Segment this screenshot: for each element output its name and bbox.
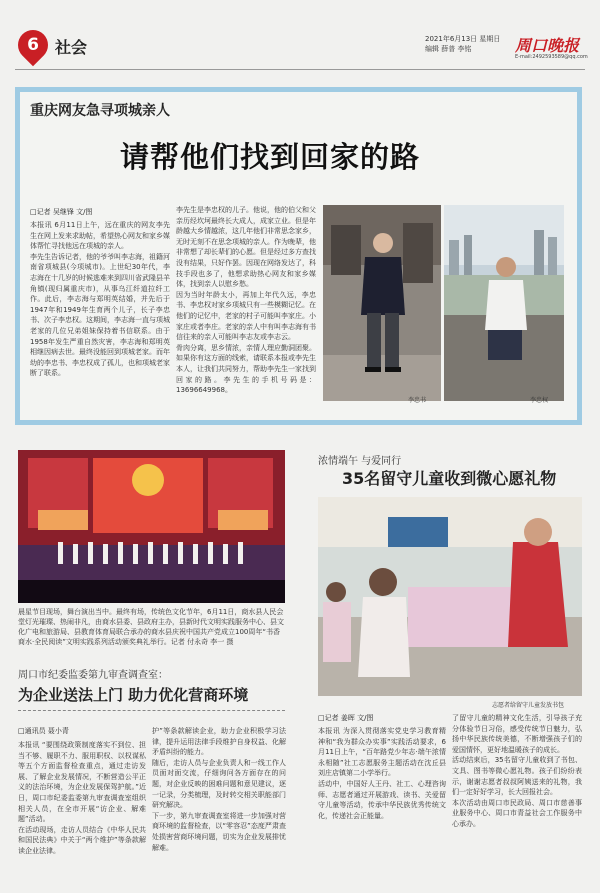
man-portrait-icon <box>323 205 441 401</box>
story3-photo-caption: 志愿者给留守儿童发放书包 <box>492 702 565 709</box>
story1-kicker: 重庆网友急寻项城亲人 <box>30 103 170 119</box>
stage-photo-caption: 晨星节目现场，舞台演出当中。最终有场，传统色文化节年，6月11日，商水县人民会堂灯光璀璨、热闹非凡，由商水县委、县政府主办，县新时代文明实践服务中心、县文化广电和旅游局、县教育体育局联合承办的商水县庆祝中国共产党成立100周年“书香商水·全民阅读”文明实践系列活动颁奖典礼举行。记者 付永奇 李一 摄 <box>18 608 284 646</box>
story4-column-1: 本报讯 “要围绕政策制度落实不到位、担当不够、履职不力、服用职权、以权谋私等五个方面监督检查重点，通过走访发展、了解企业发展情况，不断营造公平正义的法治环境，为企业发展保驾护航。”近日，周口市纪委监委第九审查调查室组织相关人员，在全市开展“访企业、解难题”活动。 在活动现场，走访人员结合《中华人民共和国民法典》中关于“两个维护”等条款解读企业法律。 <box>18 741 146 855</box>
section-title: 社会 <box>55 38 88 57</box>
photo-stage-performance <box>18 450 285 603</box>
editors-line: 编辑 薛普 李铭 <box>425 45 472 53</box>
page-number: 6 <box>27 35 39 55</box>
photo-li-zhongshu <box>323 205 441 401</box>
story4-byline: □通讯员 聂小青 <box>18 727 69 735</box>
issue-date: 2021年6月13日 星期日 <box>425 35 501 43</box>
photo-gift-distribution <box>318 497 582 696</box>
contact-email: E-mail:2492593589@qq.com <box>515 54 588 60</box>
paper-logo: 周口晚报 <box>515 36 580 55</box>
header-rule <box>15 69 585 70</box>
story1-headline: 请帮他们找到回家的路 <box>120 140 421 174</box>
caption-left: 李忠书 <box>408 397 427 404</box>
date-line <box>425 34 500 54</box>
volunteers-children-icon <box>318 497 582 696</box>
story3-headline: 35名留守儿童收到微心愿礼物 <box>342 469 557 488</box>
man-on-river-icon <box>444 205 564 401</box>
story4-divider <box>18 710 285 711</box>
stage-performance-icon <box>18 450 285 603</box>
story1-column-1: 本报讯 6月11日上午，远在重庆的网友李先生在网上发来求助帖，希望热心网友和家乡媒体帮忙寻找他远在项城的亲人。 李先生告诉记者，他的爷爷叫李志海，祖籍河南省项城县(今项城市)。上世纪30年代，李志海在十几岁的时候逃难来到四川省武隆县羊角镇(现归属重庆市)，从事乌江纤道拉纤工作。此后，李志海与郑明英结婚，并先后于1947年和1949年生育两个儿子，长子李忠书、次子李忠权。这期间，李志海一直与项城老家的几位兄弟姐妹保持着书信联系。由于1958年发生严重自然灾害，李志海和郑明英相继因病去世。最终没能回到项城老家。而年幼的李忠书、李忠权成了孤儿，也和项城老家断了联系。 <box>30 221 170 378</box>
story4-column-2: 护”等条款解读企业，助力企业积极学习法律，提升运用法律手段维护自身权益、化解矛盾纠纷的能力。 随后，走访人员与企业负责人和一线工作人员面对面交流，仔细询问各方面存在的问题，对企业反映的困难问题和意见建议，逐一记录，分类梳理，及时转交相关职能部门研究解决。 下一步，第九审查调查室将进一步加强对营商环境的监督检查，以“零容忍”态度严肃查处损害营商环境问题，切实为企业发展排忧解难。 <box>152 727 286 852</box>
story4-headline: 为企业送法上门 助力优化营商环境 <box>18 686 249 704</box>
story1-column-2: 李先生是李忠权的儿子。他说，他的伯父和父亲历经坎坷最终长大成人，成家立业。但是年龄越大乡情越浓，这几年他们非常思念家乡，无时无刻不在思念项城的亲人。作为晚辈，他非常想了却长辈们的心愿。但是经过多方查找没有结果，只好作罢。因现在网络发达了，科技手段也多了，他想求助热心网友和家乡媒体，找到亲人以慰乡愁。 因为当时年龄太小，再加上年代久远，李忠书、李忠权对家乡项城只有一些模糊记忆。在他们的记忆中，老家的村子可能叫李家庄。小家庄或者李庄。老家的亲人中有叫李志海有书信往来的亲人可能叫李志友或李志云。 骨肉分离，思乡情浓，亲情人理应勤洞团聚。如果你有这方面的线索，请联系本报或李先生本人，让我们共同努力，帮助李先生一家找到回家的路。李先生的手机号码是：13696649968。 <box>176 206 316 395</box>
story3-column-1: 本报讯 为深入贯彻落实党史学习教育精神和“我为群众办实事”实践活动要求，6月11日上午，“百年路党少年志·端午浓情永相随”社工志愿服务主题活动在沈丘县刘庄店镇第二小学举行。 活动中，中国好人王丹、社工、心理咨询师、志愿者通过开展游戏、读书、关爱留守儿童等活动，传承中华民族优秀传统文化，传递社会正能量。 <box>318 727 446 820</box>
story3-column-2: 了留守儿童的精神文化生活，引导孩子充分体验节日习俗，感受传统节日魅力，弘扬中华民族传统美德，不断增强孩子们的爱国情怀，更好地温暖孩子的成长。 活动结束后，35名留守儿童收到了书包、文具、图书等微心愿礼物。孩子们纷纷表示，谢谢志愿者叔叔阿姨送来的礼物，我们一定好好学习，长大回报社会。 本次活动由周口市民政局、周口市慈善事业服务中心、周口市青益社会工作服务中心承办。 <box>452 714 582 828</box>
story3-byline: □记者 姜晖 文/图 <box>318 714 374 722</box>
photo-li-zhongquan <box>444 205 564 401</box>
caption-right: 李忠权 <box>530 397 549 404</box>
story4-subhead: 周口市纪委监委第九审查调查室： <box>18 670 168 681</box>
story1-byline: □记者 吴继锋 文/图 <box>30 208 93 216</box>
story3-subhead: 浓情端午 与爱同行 <box>318 456 402 467</box>
